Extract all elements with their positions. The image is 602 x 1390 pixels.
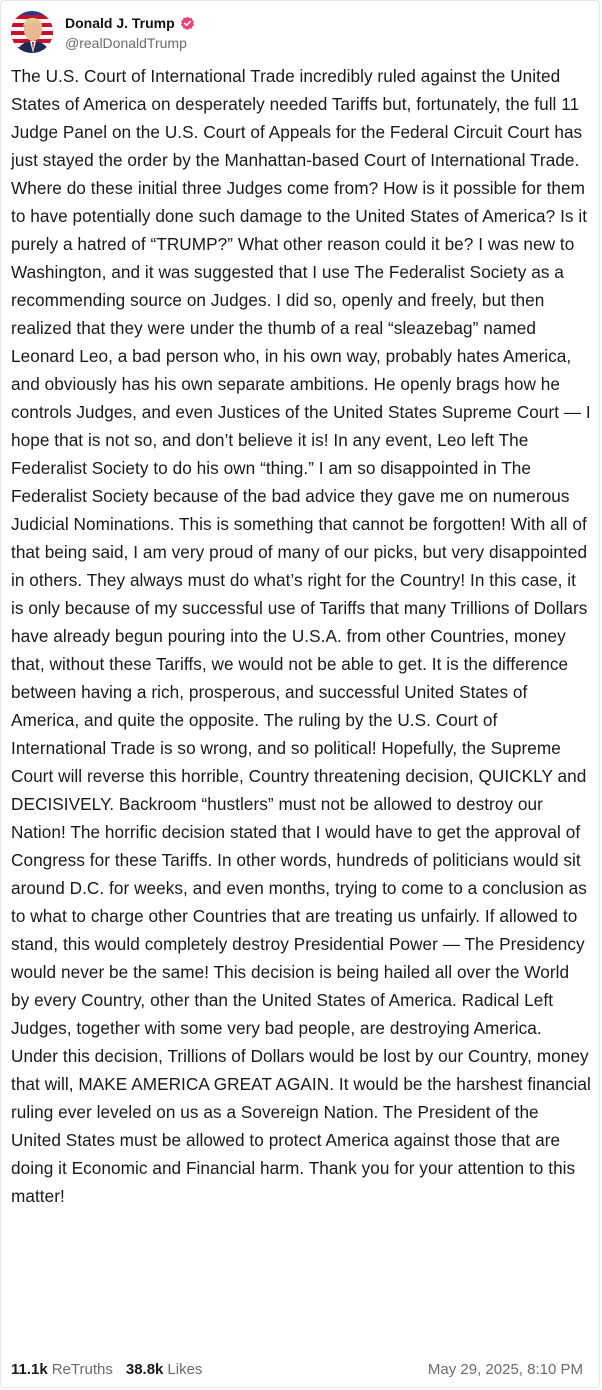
retruths-stat[interactable] xyxy=(11,1361,113,1378)
retruths-label: ReTruths xyxy=(51,1360,113,1378)
display-name[interactable]: Donald J. Trump xyxy=(65,15,175,31)
post-text: The U.S. Court of International Trade incredibly ruled against the United States of America on desperately needed Tariffs but, fortunately, the full 11 Judge Panel on the U.S. Court of Appeals for the Federal Circuit Court has just stayed the order by the Manhattan-based Court of International Trade. Where do these initial three Judges come from? How is it possible for them to have potentially done such damage to the United States of America? Is it purely a hatred of “TRUMP?” What other reason could it be? I was new to Washington, and it was suggested that I use The Federalist Society as a recommending source on Judges. I did so, openly and freely, but then realized that they were under the thumb of a real “sleazebag” named Leonard Leo, a bad person who, in his own way, probably hates America, and obviously has his own separate ambitions. He openly brags how he controls Judges, and even Justices of the United States Supreme Court — I hope that is not so, and don’t believe it is! In any event, Leo left The Federalist Society to do his own “thing.” I am so disappointed in The Federalist Society because of the bad advice they gave me on numerous Judicial Nominations. This is something that cannot be forgotten! With all of that being said, I am very proud of many of our picks, but very disappointed in others. They always must do what’s right for the Country! In this case, it is only because of my successful use of Tariffs that many Trillions of Dollars have already begun pouring into the U.S.A. from other Countries, money that, without these Tariffs, we would not be able to get. It is the difference between having a rich, prosperous, and successful United States of America, and quite the opposite. The ruling by the U.S. Court of International Trade is so wrong, and so political! Hopefully, the Supreme Court will reverse this horrible, Country threatening decision, QUICKLY and DECISIVELY. Backroom “hustlers” must not be allowed to destroy our Nation! The horrific decision stated that I would have to get the approval of Congress for these Tariffs. In other words, hundreds of politicians would sit around D.C. for weeks, and even months, trying to come to a conclusion as to what to charge other Countries that are treating us unfairly. If allowed to stand, this would completely destroy Presidential Power — The Presidency would never be the same! This decision is being hailed all over the World by every Country, other than the United States of America. Radical Left Judges, together with some very bad people, are destroying America. Under this decision, Trillions of Dollars would be lost by our Country, money that will, MAKE AMERICA GREAT AGAIN. It would be the harshest financial ruling ever leveled on us as a Sovereign Nation. The President of the United States must be allowed to protect America against those that are doing it Economic and Financial harm. Thank you for your attention to this matter! xyxy=(11,66,591,1206)
name-row xyxy=(65,13,195,33)
post-timestamp[interactable]: May 29, 2025, 8:10 PM xyxy=(427,1360,583,1378)
likes-stat[interactable] xyxy=(126,1361,203,1378)
avatar-portrait-flag xyxy=(11,11,53,53)
author-handle[interactable]: @realDonaldTrump xyxy=(65,35,187,51)
verified-badge-icon xyxy=(180,16,195,31)
retruths-count: 11.1k xyxy=(11,1360,48,1378)
author-names xyxy=(65,13,195,51)
likes-label: Likes xyxy=(167,1360,203,1378)
avatar[interactable] xyxy=(11,11,53,53)
post-header xyxy=(11,10,195,54)
likes-count: 38.8k xyxy=(125,1360,164,1378)
post-footer xyxy=(11,1357,583,1381)
